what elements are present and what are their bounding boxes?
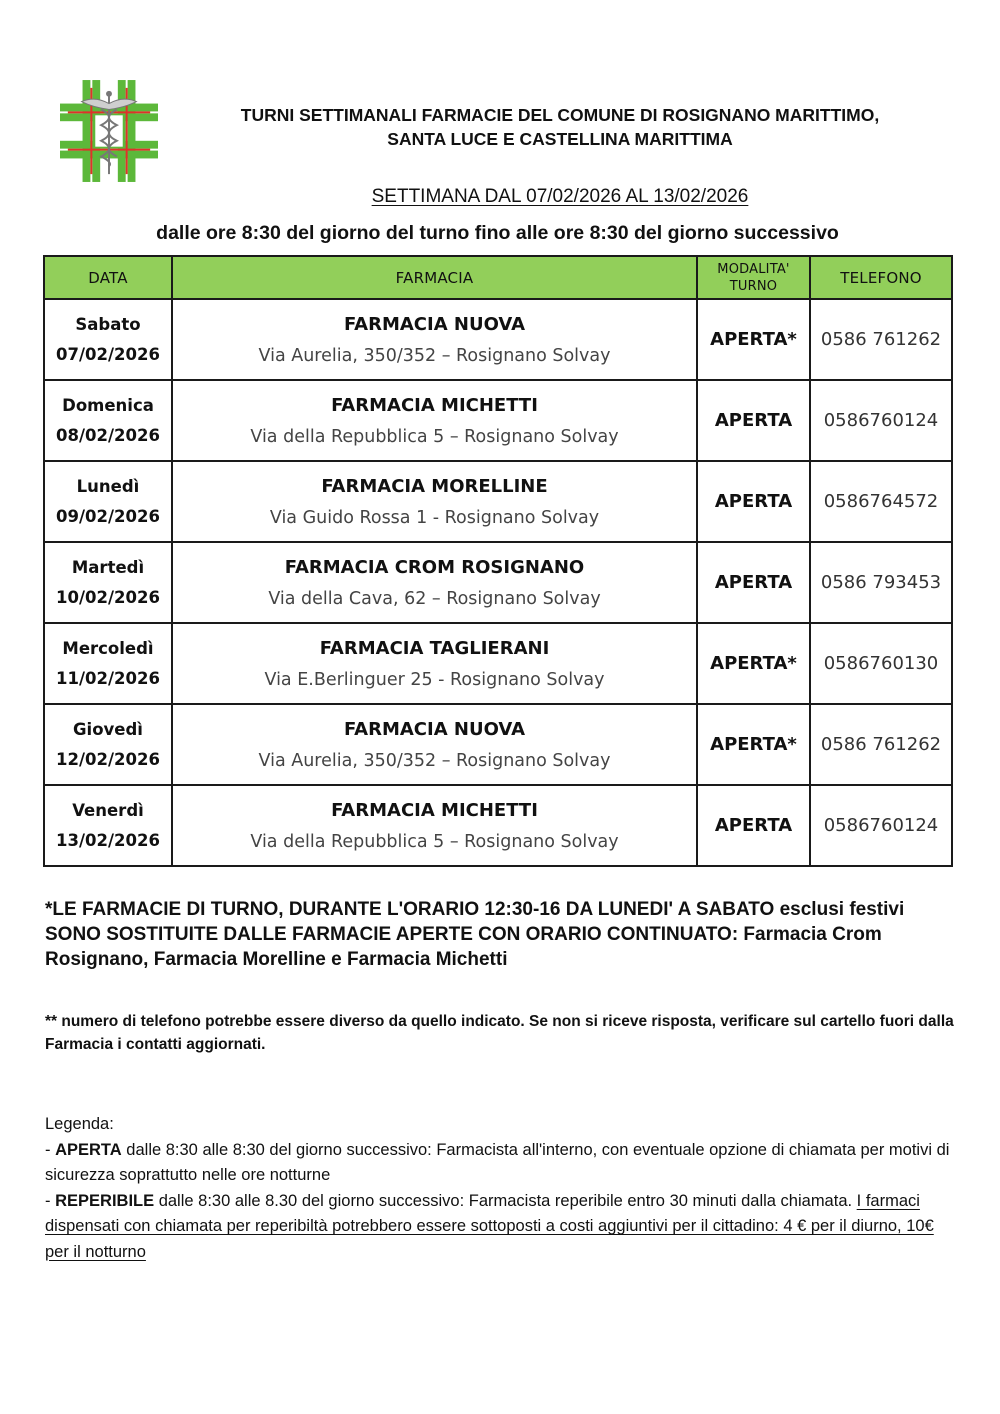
date-cell xyxy=(44,542,172,623)
title-line-2: SANTA LUCE E CASTELLINA MARITTIMA xyxy=(387,129,733,149)
pharmacy-cell xyxy=(172,623,697,704)
day-name: Lunedì xyxy=(76,476,140,496)
legend xyxy=(45,1112,955,1265)
header-phone: TELEFONO xyxy=(810,256,952,299)
page-title xyxy=(175,103,945,151)
table-row xyxy=(44,542,952,623)
shift-mode: APERTA xyxy=(697,380,810,461)
legend-aperta xyxy=(45,1138,955,1189)
shift-mode: APERTA xyxy=(697,461,810,542)
phone-number: 0586 793453 xyxy=(810,542,952,623)
legend-aperta-prefix: - xyxy=(45,1140,56,1159)
pharmacy-name: FARMACIA CROM ROSIGNANO xyxy=(284,556,585,578)
shift-mode: APERTA* xyxy=(697,623,810,704)
day-date: 09/02/2026 xyxy=(56,506,160,526)
pharmacy-address: Via della Cava, 62 – Rosignano Solvay xyxy=(268,588,601,609)
phone-number: 0586760124 xyxy=(810,785,952,866)
phone-number: 0586760124 xyxy=(810,380,952,461)
pharmacy-address: Via Aurelia, 350/352 – Rosignano Solvay xyxy=(258,345,611,366)
table-row xyxy=(44,623,952,704)
legend-reperibile-costs: I farmaci dispensati con chiamata per reperibiltà potrebbero essere sottoposti a costi aggiuntivi per il cittadino: 4 € per il diurno, 10€ per il notturno xyxy=(45,1191,934,1261)
day-name: Venerdì xyxy=(72,800,144,820)
pharmacy-address: Via della Repubblica 5 – Rosignano Solvay xyxy=(250,426,619,447)
pharmacy-cell xyxy=(172,299,697,380)
day-date: 07/02/2026 xyxy=(56,344,160,364)
shift-mode: APERTA xyxy=(697,542,810,623)
table-row xyxy=(44,785,952,866)
legend-title: Legenda: xyxy=(45,1115,114,1133)
date-cell xyxy=(44,299,172,380)
pharmacy-cell xyxy=(172,380,697,461)
legend-reperibile xyxy=(45,1189,955,1266)
table-row xyxy=(44,704,952,785)
pharmacy-cell xyxy=(172,704,697,785)
pharmacy-name: FARMACIA MORELLINE xyxy=(321,475,548,497)
phone-note: ** numero di telefono potrebbe essere diverso da quello indicato. Se non si riceve risposta, verificare sul cartello fuori dalla Farmacia i contatti aggiornati. xyxy=(45,1013,954,1053)
table-row xyxy=(44,299,952,380)
pharmacy-cell xyxy=(172,461,697,542)
day-date: 11/02/2026 xyxy=(56,668,160,688)
pharmacy-cell xyxy=(172,542,697,623)
legend-aperta-term: APERTA xyxy=(55,1140,122,1159)
legend-reperibile-term: REPERIBILE xyxy=(55,1191,155,1210)
closure-note: *LE FARMACIE DI TURNO, DURANTE L'ORARIO 12:30-16 DA LUNEDI' A SABATO esclusi festivi SONO SOSTITUITE DALLE FARMACIE APERTE CON ORARIO CONTINUATO: Farmacia Crom Rosignano, Farmacia Morelline e Farmacia Michetti xyxy=(45,899,905,970)
pharmacy-address: Via della Repubblica 5 – Rosignano Solvay xyxy=(250,831,619,852)
day-name: Domenica xyxy=(62,395,154,415)
pharmacy-name: FARMACIA MICHETTI xyxy=(331,394,538,416)
day-date: 12/02/2026 xyxy=(56,749,160,769)
day-name: Martedì xyxy=(71,557,145,577)
date-cell xyxy=(44,704,172,785)
day-date: 10/02/2026 xyxy=(56,587,160,607)
date-cell xyxy=(44,380,172,461)
title-line-1: TURNI SETTIMANALI FARMACIE DEL COMUNE DI ROSIGNANO MARITTIMO, xyxy=(240,105,880,125)
pharmacy-name: FARMACIA NUOVA xyxy=(343,718,526,740)
phone-number: 0586764572 xyxy=(810,461,952,542)
pharmacy-cross-logo xyxy=(60,80,158,182)
pharmacy-name: FARMACIA MICHETTI xyxy=(331,799,538,821)
schedule-table xyxy=(43,255,953,867)
header-mode: MODALITA' TURNO xyxy=(697,256,810,299)
pharmacy-address: Via E.Berlinguer 25 - Rosignano Solvay xyxy=(264,669,605,690)
day-name: Sabato xyxy=(75,314,141,334)
header-pharmacy: FARMACIA xyxy=(172,256,697,299)
pharmacy-name: FARMACIA TAGLIERANI xyxy=(319,637,550,659)
day-date: 08/02/2026 xyxy=(56,425,160,445)
legend-aperta-text: dalle 8:30 alle 8:30 del giorno successivo: Farmacista all'interno, con eventuale opzione di chiamata per motivi di sicurezza soprattutto nelle ore notturne xyxy=(45,1140,950,1184)
table-header-row xyxy=(44,256,952,299)
legend-reperibile-prefix: - xyxy=(45,1191,56,1210)
shift-mode: APERTA xyxy=(697,785,810,866)
pharmacy-cell xyxy=(172,785,697,866)
shift-hours: dalle ore 8:30 del giorno del turno fino alle ore 8:30 del giorno successivo xyxy=(156,222,839,244)
phone-number: 0586 761262 xyxy=(810,299,952,380)
date-cell xyxy=(44,623,172,704)
table-row xyxy=(44,380,952,461)
table-row xyxy=(44,461,952,542)
date-cell xyxy=(44,461,172,542)
day-date: 13/02/2026 xyxy=(56,830,160,850)
pharmacy-name: FARMACIA NUOVA xyxy=(343,313,526,335)
day-name: Giovedì xyxy=(73,719,143,739)
pharmacy-address: Via Guido Rossa 1 - Rosignano Solvay xyxy=(269,507,600,528)
legend-reperibile-text: dalle 8:30 alle 8.30 del giorno successivo: Farmacista reperibile entro 30 minuti dalla chiamata. xyxy=(154,1191,857,1210)
date-cell xyxy=(44,785,172,866)
pharmacy-address: Via Aurelia, 350/352 – Rosignano Solvay xyxy=(258,750,611,771)
shift-mode: APERTA* xyxy=(697,704,810,785)
header-date: DATA xyxy=(44,256,172,299)
phone-number: 0586760130 xyxy=(810,623,952,704)
phone-number: 0586 761262 xyxy=(810,704,952,785)
week-range: SETTIMANA DAL 07/02/2026 AL 13/02/2026 xyxy=(371,186,749,207)
day-name: Mercoledì xyxy=(62,638,154,658)
shift-mode: APERTA* xyxy=(697,299,810,380)
